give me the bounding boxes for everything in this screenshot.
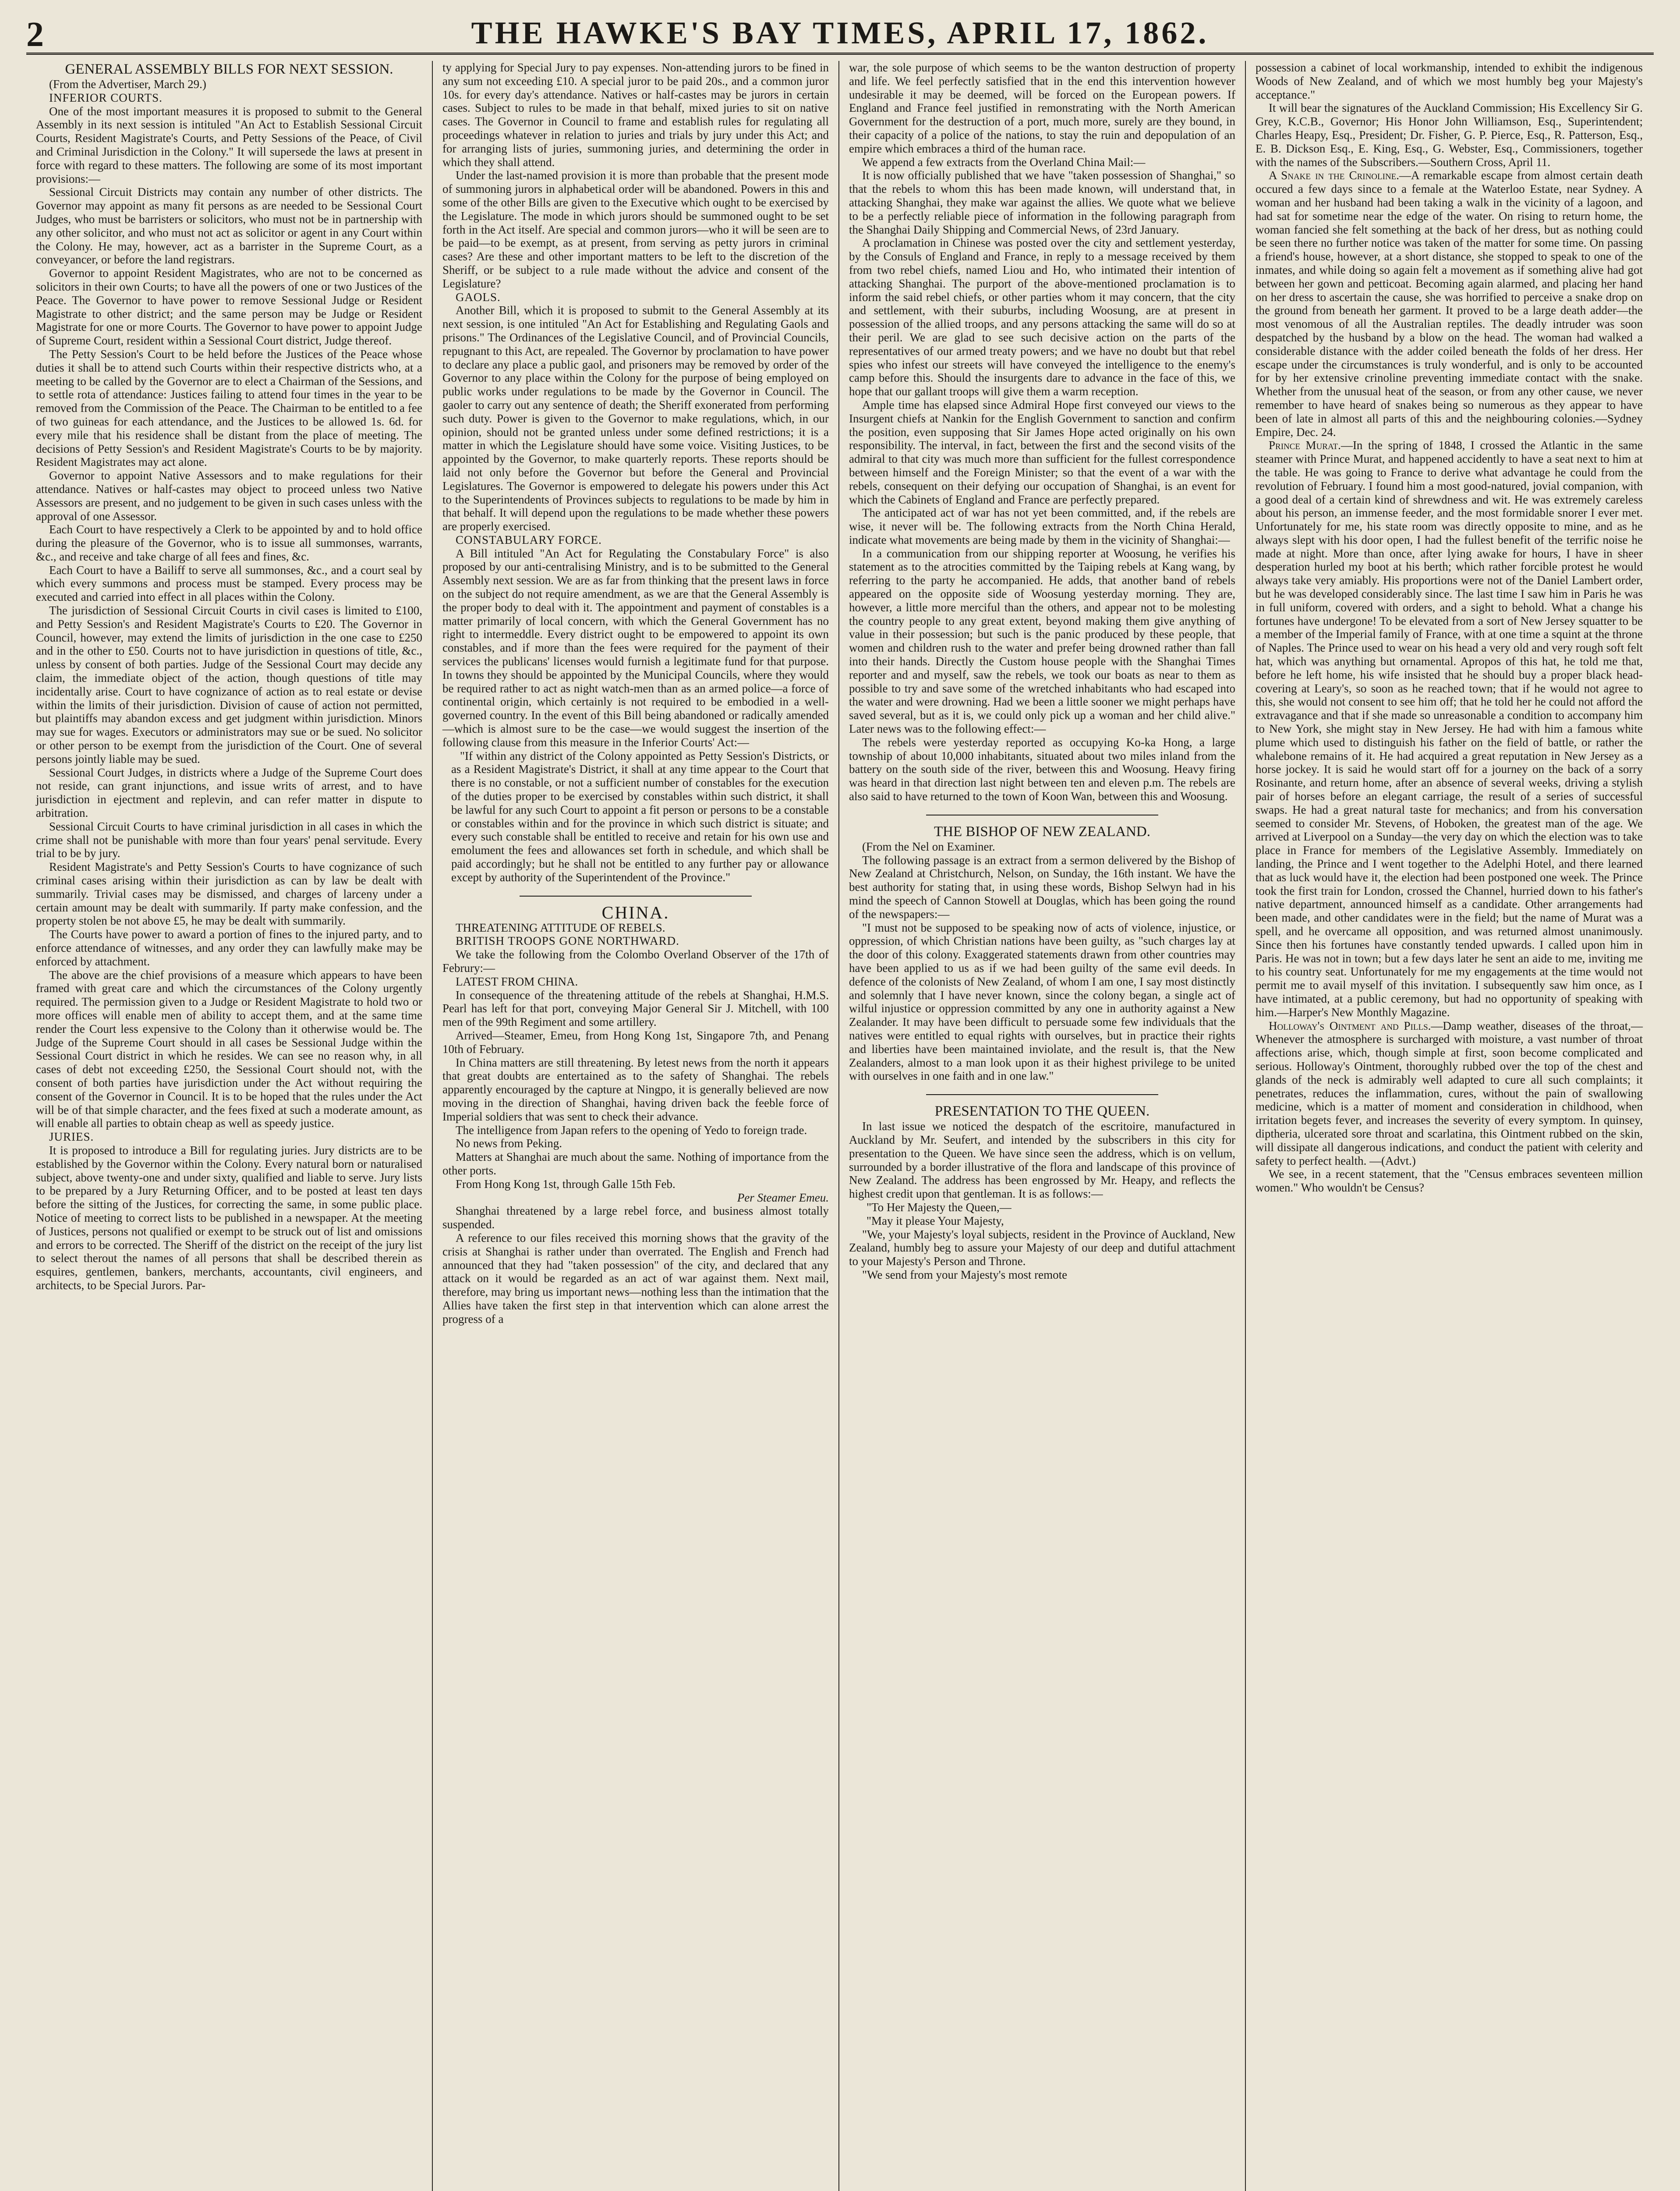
paragraph: No news from Peking. [456,1137,562,1150]
paragraph: The anticipated act of war has not yet been committed, and, if the rebels are wise, it never will be. The following extracts from the North China Herald, indicate what movements are being made by them in the vicinity of Shanghai:— [849,506,1235,546]
section-subhead-inferior-courts: INFERIOR COURTS. [49,91,163,104]
paragraph: From Hong Kong 1st, through Galle 15th Feb. [456,1177,676,1191]
paragraph: Resident Magistrate's and Petty Session's Courts to have cognizance of such criminal cases arising within their jurisdiction as can by law be dealt with summarily. Trivial cases may be dismissed, and charges of larceny under a certain amount may be dealt with summarily. If party make confession, and the property stolen be not above £5, he may be dealt with summarily. [36,860,422,928]
article-source: (From the Nel on Examiner. [862,840,995,853]
paragraph: Ample time has elapsed since Admiral Hope first conveyed our views to the Insurgent chiefs at Nankin for the English Government to sanction and confirm the position, even supposing that Sir James Hope acted originally on his own responsibility. The interval, in fact, between the first and the second visits of the admiral to that city was much more than sufficient for the fullest correspondence between himself and the Foreign Minister; so that the event of a war with the rebels, consequent on their defying our occupation of Shanghai, is an event for which the Cabinets of England and France are perfectly prepared. [849,398,1235,506]
article-headline-presentation: PRESENTATION TO THE QUEEN. [934,1103,1150,1120]
paragraph: A proclamation in Chinese was posted over the city and settlement yesterday, by the Consuls of England and France, in reply to a message received by them from two rebel chiefs, named Liou and Ho, who intimated their intention of attacking Shanghai. The purport of the above-mentioned proclamation is to inform the said rebel chiefs, or other parties whom it may concern, that the city and settlement, with their suburbs, including Woosung, are at present in possession of the allied troops, and any persons attacking the same will do so at their peril. We are glad to see such decisive action on the parts of the representatives of our armed treaty powers; and we have no doubt but that rebel spies who infest our streets will have conveyed the intelligence to the enemy's camp before this. Should the insurgents dare to advance in the face of this, we hope that our gallant troops will give them a warm reception. [849,236,1235,398]
paragraph: Governor to appoint Native Assessors and to make regulations for their attendance. Natives or half-castes may object to proceed unless two Native Assessors are present, and no judgement to be given in such cases unless with the approval of one Assessor. [36,469,422,523]
article-subheadline-small: BRITISH TROOPS GONE NORTHWARD. [456,934,679,948]
paragraph: The following passage is an extract from a sermon delivered by the Bishop of New Zealand at Christchurch, Nelson, on Sunday, the 16th instant. We have the best authority for stating that, in using these words, Bishop Selwyn had in his mind the speech of Cannon Stowell at Douglas, which has been going the round of the newspapers:— [849,853,1235,921]
paragraph: Each Court to have a Bailiff to serve all summonses, &c., and a court seal by which every summons and process must be stamped. Every process may be executed and carried into effect in all places within the Colony. [36,563,422,604]
item-title-snake: A Snake in the Crinoline. [1269,169,1400,182]
paragraph: Each Court to have respectively a Clerk to be appointed by and to hold office during the pleasure of the Governor, who is to issue all summonses, warrants, &c., and receive and take charge of all fees and fines, &c. [36,523,422,563]
paragraph: It will bear the signatures of the Auckland Commission; His Excellency Sir G. Grey, K.C.B., Governor; His Honor John Williamson, Esq., Superintendent; Charles Heapy, Esq., President; Dr. Fisher, G. P. Pierce, Esq., R. Patterson, Esq., E. B. Dickson Esq., E. King, Esq., G. Webster, Esq., Commissioners, together with the names of the Subscribers.—Southern Cross, April 11. [1256,101,1643,169]
article-headline-china: CHINA. [601,902,670,922]
paragraph: The above are the chief provisions of a measure which appears to have been framed with great care and which the circumstances of the Colony urgently required. The permission given to a Judge or Resident Magistrate to hold two or more offices will enable men of ability to accept them, and at the same time render the Court less expensive to the Colony than it otherwise would be. The Judge of the Supreme Court should in all cases be Sessional Judge within the Sessional Court district in which he resides. We can see no reason why, in all cases of debt not exceeding £250, the Sessional Court should not, with the consent of both parties have jurisdiction under the Act without requiring the consent of the Governor in Council. It is to be hoped that the rules under the Act will be of that simple character, and the fees fixed at such a moderate amount, as will enable all parties to obtain cheap as well as speedy justice. [36,968,422,1130]
paragraph: It is now officially published that we have "taken possession of Shanghai," so that the rebels to whom this has been made known, will understand that, in attacking Shanghai, they make war against the allies. We quote what we believe to be a perfectly reliable piece of information in the following paragraph from the Shanghai Daily Shipping and Commercial News, of 23rd January. [849,169,1235,236]
section-divider [520,896,751,897]
paragraph: Under the last-named provision it is more than probable that the present mode of summoning jurors in alphabetical order will be abandoned. Powers in this and some of the other Bills are given to the Executive which ought to be exercised by the Legislature. The mode in which jurors should be summoned ought to be set forth in the Act itself. Are special and common jurors—who it will be seen are to be paid—to be exempt, as at present, from serving as petty jurors in criminal cases? Are these and other important matters to be left to the discretion of the Sheriff, or be subject to a rule made without the advice and consent of the Legislature? [442,169,829,290]
paragraph: Arrived—Steamer, Emeu, from Hong Kong 1st, Singapore 7th, and Penang 10th of February. [442,1028,829,1056]
item-title-murat: Prince Murat. [1269,439,1341,452]
paragraph: A reference to our files received this morning shows that the gravity of the crisis at Shanghai is rather under than overrated. The English and French had announced that they had "taken possession" of the city, and declared that any attack on it would be regarded as an act of war against them. Next mail, therefore, may bring us important news—nothing less than the intimation that the Allies have taken the first step in that intervention which can alone arrest the progress of a [442,1231,829,1326]
item-body: —In the spring of 1848, I crossed the Atlantic in the same steamer with Prince Murat, and happened accidently to have a seat next to him at the table. He was going to France to derive what advantage he could from the revolution of February. I found him a most good-natured, jovial companion, with a good deal of a certain kind of shrewdness and wit. He was extremely careless about his person, an immense feeder, and the most formidable snorer I ever met. Unfortunately for me, his state room was directly opposite to mine, and as he always slept with his door open, I had the fullest benefit of the terrific noise he made at night. More than once, after lying awake for hours, I have in sheer desperation hurled my boot at his berth; which rather forcible protest he would always take very amiably. His proportions were not of the Daniel Lambert order, but he was developed considerably since. The last time I saw him in Paris he was in full uniform, covered with orders, and a sight to behold. What a change his fortunes have undergone! To be elevated from a sort of New Jersey squatter to be a member of the Imperial family of France, with at one time a squint at the throne of Naples. The Prince used to wear on his head a very old and very rough soft felt hat, which was anything but ornamental. Apropos of this hat, he told me that, before he left home, his wife insisted that he should buy a proper black head-covering at Leary's, so soon as he reached town; that if he would not agree to this, she would not consent to see him off; that he told her he could not afford the extravagance and that if she made so unreasonable a condition to accompany him to New York, she might stay in New Jersey. He had with him a famous white plume which used to distinguish his father on the field of battle, or rather the whalebone remains of it. He had acquired a great reputation in New Jersey as a horse jockey. It is said he would start off for a journey on the back of a sorry Rosinante, and return home, after an absence of several weeks, driving a stylish pair of horses before an elegant carriage, the result of a series of successful swaps. He had a great natural taste for mechanics; and from his conversation seemed to consider Mr. Stevens, of Hoboken, the greatest man of the age. We arrived at Liverpool on a Sunday—the very day on which the election was to take place in France for members of the Legislative Assembly. Immediately on landing, the Prince and I went together to the Adelphi Hotel, and there learned that as luck would have it, the election had been postponed one week. The Prince took the first train for London, crossed the Channel, hurried down to his father's native department, announced himself as a candidate. Other arrangements had been made, and other candidates were in the field; but the name of Murat was a spell, and he overcame all opposition, and was returned almost unanimously. Since then his fortunes have constantly tended upwards. I called upon him in Paris. He was not in town; but a few days later he sent an aide to me, inviting me to his country seat. Unfortunately for me my engagements at the time would not permit me to avail myself of this invitation. I subsequently saw him once, as I have intimated, at a public ceremony, but had no opportunity of speaking with him.—Harper's New Monthly Magazine. [1256,439,1643,1019]
paragraph: Sessional Circuit Courts to have criminal jurisdiction in all cases in which the crime shall not be punishable with more than four years' penal servitude. Every trial to be by jury. [36,819,422,860]
item-body: —A remarkable escape from almost certain death occured a few days since to a female at the Waterloo Estate, near Sydney. A woman and her husband had been taking a walk in the vicinity of a lagoon, and had sat for sometime near the edge of the water. On rising to return home, the woman fancied she felt something at the back of her dress, but as nothing could be seen there no further notice was taken of the matter for some time. On passing a friend's house, however, at a short distance, she stopped to speak to one of the inmates, and while doing so again felt a movement as if something alive had got between her gown and petticoat. Becoming again alarmed, and placing her hand on her dress to ascertain the cause, she was horrified to perceive a snake drop on the ground from beneath her garment. It proved to be a large death adder—the most venomous of all the Australian reptiles. The deadly intruder was soon despatched by the husband by a blow on the head. The woman had walked a considerable distance with the adder coiled beneath the folds of her dress. Her escape under the circumstances is truly wonderful, and is only to be accounted for by her extensive crinoline preventing immediate contact with the snake. Whether from the unusual heat of the season, or from any other cause, we never remember to have heard of snakes being so numerous as they appear to have been of late in almost all parts of this and the neighbouring colonies.—Sydney Empire, Dec. 24. [1256,169,1643,439]
quoted-clause: "If within any district of the Colony appointed as Petty Session's Districts, or as a Resident Magistrate's District, it shall at any time appear to the Court that there is no constable, or not a sufficient number of constables for the execution of the duties proper to be exercised by constables within such district, it shall be lawful for any such Court to appoint a fit person or persons to be a constable or constables within and for the province in which such district is situate; and every such constable shall be entitled to receive and retain for his own use and emolument the fees and allowances set forth in schedule, and which shall be paid accordingly; but he shall not be entitled to any further pay or allowance except by authority of the Superintendent of the Province." [451,749,829,884]
section-subhead-constabulary: CONSTABULARY FORCE. [456,533,602,546]
paragraph: The intelligence from Japan refers to the opening of Yedo to foreign trade. [456,1123,807,1137]
paragraph: We take the following from the Colombo Overland Observer of the 17th of Februry:— [442,948,829,975]
section-subhead-juries: JURIES. [49,1130,94,1144]
paragraph: war, the sole purpose of which seems to be the wanton destruction of property and life. We feel perfectly satisfied that in the end this intervention however undesirable it may be deemed, will be forced on the European powers. If England and France feel justified in remonstrating with the North American Government for the destruction of a port, much more, surely are they bound, in their capacity of a police of the nations, to stay the ruin and depopulation of an empire which embraces a third of the human race. [849,61,1235,155]
column-2 [433,61,839,2191]
column-1 [26,61,433,2191]
paragraph: Governor to appoint Resident Magistrates, who are not to be concerned as solicitors in their own Courts; to have all the powers of one or two Justices of the Peace. The Governor to have power to remove Sessional Judge or Resident Magistrate to other district; and the same person may be Judge or Resident Magistrate for one or more Courts. The Governor to have power to appoint Judge of Supreme Court, resident within a Sessional Court district, Judge thereof. [36,266,422,347]
column-3 [839,61,1246,2191]
paragraph [1256,439,1643,1019]
section-divider [926,1094,1158,1095]
paragraph: In China matters are still threatening. By letest news from the north it appears that great doubts are entertained as to the safety of Shanghai. The rebels apparently encouraged by the capture at Ningpo, it is generally believed are now moving in the direction of Shanghai, having driven back the feeble force of Imperial soldiers that was sent to check their advance. [442,1056,829,1123]
paragraph: Sessional Court Judges, in districts where a Judge of the Supreme Court does not reside, can grant injunctions, and issue writs of arrest, and to have jurisdiction in ejectment and replevin, and can refer matter in dispute to arbitration. [36,766,422,820]
page-number: 2 [26,15,44,54]
newspaper-title: THE HAWKE'S BAY TIMES, APRIL 17, 1862. [471,15,1209,50]
paragraph [1256,1019,1643,1168]
paragraph: In consequence of the threatening attitude of the rebels at Shanghai, H.M.S. Pearl has left for that port, conveying Major General Sir J. Mitchell, with 100 men of the 99th Regiment and some artillery. [442,988,829,1029]
item-body: —Damp weather, diseases of the throat,—Whenever the atmosphere is surcharged with moisture, a vast number of throat affections arise, which, though simple at first, soon become complicated and serious. Holloway's Ointment, thoroughly rubbed over the top of the chest and glands of the neck is admirably well adapted to cure all such complaints; it penetrates, reduces the inflammation, cures, without the pain of swallowing medicine, which is a matter of moment and consideration in childhood, when irritation begets fever, and increases the severity of every symptom. In quinsey, diptheria, ulcerated sore throat and scarlatina, this Ointment rubbed on the skin, will dissipate all dangerous indications, and conduct the patient with celerity and safety to perfect health. —(Advt.) [1256,1019,1643,1167]
paragraph: The Petty Session's Court to be held before the Justices of the Peace whose duties it shall be to attend such Courts within their respective districts who, at a meeting to be called by the Governor are to elect a Chairman of the Sessions, and to settle rota of attendance: Justices failing to attend four times in the year to be removed from the Commission of the Peace. The Chairman to be entitled to a fee of two guineas for each attendance, and the Justices to be allowed 1s. 6d. for every mile that his residence shall be distant from the place of meeting. The decisions of Petty Session's and Resident Magistrate's Courts to be by majority. Resident Magistrates may act alone. [36,347,422,469]
paragraph: We append a few extracts from the Overland China Mail:— [862,155,1146,169]
paragraph: Sessional Circuit Districts may contain any number of other districts. The Governor may appoint as many fit persons as are needed to be Sessional Court Judges, who must be barristers or solicitors, who must not be in partnership with any other solicitor, and who must not act as solicitor or agent in any Court within the Colony. He may, however, act as a barrister in the Supreme Court, as a conveyancer, or before the land registrars. [36,185,422,266]
paragraph: In a communication from our shipping reporter at Woosung, he verifies his statement as to the atrocities committed by the Taiping rebels at Kang wang, by referring to the party he accompanied. He adds, that another band of rebels appeared on the opposite side of Woosung yesterday morning. They are, however, a little more merciful than the others, and appear not to be molesting the country people to any great extent, beyond making them give anything of value in their possession; but such is the panic produced by these people, that women and children rush to the water and prefer being drowned rather than fall into their hands. Directly the Custom house people with the Shanghai Times reporter and and myself, saw the rebels, we took our boats as near to them as possible to try and save some of the wretched inhabitants who had escaped into the water and were drowning. Had we been a little sooner we might perhaps have saved several, but as it is, we could only pick up a woman and her child alive." Later news was to the following effect:— [849,546,1235,736]
address-salutation: "To Her Majesty the Queen,— [867,1200,1012,1214]
paragraph: possession a cabinet of local workmanship, intended to exhibit the indigenous Woods of New Zealand, and of which we most humbly beg your Majesty's acceptance." [1256,61,1643,101]
article-headline-bishop: THE BISHOP OF NEW ZEALAND. [934,823,1151,840]
dateline: Per Steamer Emeu. [737,1191,829,1204]
paragraph: The rebels were yesterday reported as occupying Ko-ka Hong, a large township of about 10,000 inhabitants, situated about two miles inland from the battery on the south side of the river, between this and Woosung. Heavy firing was heard in that direction last night between ten and eleven p.m. The rebels are also said to have returned to the town of Koon Wan, between this and Woosung. [849,735,1235,803]
paragraph: "We, your Majesty's loyal subjects, resident in the Province of Auckland, New Zealand, humbly beg to assure your Majesty of our deep and dutiful attachment to your Majesty's Person and Throne. [849,1227,1235,1268]
article-subheadline: THREATENING ATTITUDE OF REBELS. [456,921,665,934]
column-4 [1246,61,1652,2191]
article-source: (From the Advertiser, March 29.) [49,78,206,91]
paragraph: One of the most important measures it is proposed to submit to the General Assembly in its next session is intituled "An Act to Establish Sessional Circuit Courts, Resident Magistrate's Courts, and Petty Sessions of the Peace, of Civil and Criminal Jurisdiction in the Colony." It will supersede the laws at present in force with regard to these matters. The following are some of its most important provisions:— [36,104,422,185]
section-subhead-gaols: GAOLS. [456,290,501,304]
paragraph: Matters at Shanghai are much about the same. Nothing of importance from the other ports. [442,1150,829,1177]
article-headline-assembly-bills: GENERAL ASSEMBLY BILLS FOR NEXT SESSION. [65,61,393,77]
paragraph: It is proposed to introduce a Bill for regulating juries. Jury districts are to be established by the Governor within the Colony. Every natural born or naturalised subject, above twenty-one and under sixty, qualified and liable to serve. Jury lists to be prepared by a Jury Returning Officer, and to be posted at least ten days before the sitting of the Justices, for correcting the same, in some public place. Notice of meeting to correct lists to be published in a newspaper. At the meeting of Justices, persons not qualified or exempt to be struck out of list and omissions and errors to be corrected. The Sheriff of the district on the receipt of the jury list to select therout the names of all persons that shall be described therein as esquires, gentlemen, bankers, merchants, accountants, civil engineers, and architects, to be Special Jurors. Par- [36,1143,422,1292]
paragraph: Another Bill, which it is proposed to submit to the General Assembly at its next session, is one intituled "An Act for Establishing and Regulating Gaols and prisons." The Ordinances of the Legislative Council, and of Provincial Councils, repugnant to this Act, are repealed. The Governor by proclamation to have power to declare any place a public gaol, and prisoners may be removed by order of the Governor to any place within the Colony for the purpose of being employed on public works under regulations to be made by the Governor in Council. The gaoler to carry out any sentence of death; the Sheriff exonerated from performing such duty. Power is given to the Governor to make regulations, which, in our opinion, should not be granted unless under some defined restrictions; it is a matter in which the Legislature should have some voice. Visiting Justices, to be appointed by the Governor, to make quarterly reports. These reports should be laid not only before the Governor but before the General and Provincial Legislatures. The Governor is empowered to delegate his powers under this Act to the Superintendents of Provinces subjects to regulations to be made by him in that behalf. It will depend upon the regulations to be made whether these powers are properly exercised. [442,304,829,533]
article-columns [26,61,1654,2191]
paragraph: In last issue we noticed the despatch of the escritoire, manufactured in Auckland by Mr. Seufert, and intended by the subscribers in this city for presentation to the Queen. We have since seen the address, which is on vellum, surrounded by a border illustrative of the flora and landscape of this province of New Zealand. The address has been engrossed by Mr. Heapy, and reflects the highest credit upon that gentleman. It is as follows:— [849,1120,1235,1201]
paragraph: Shanghai threatened by a large rebel force, and business almost totally suspended. [442,1204,829,1231]
masthead [26,13,1654,55]
paragraph: A Bill intituled "An Act for Regulating the Constabulary Force" is also proposed by our anti-centralising Ministry, and is to be submitted to the General Assembly next session. We are as far from thinking that the present laws in force on the subject do not require amendment, as we are that the General Assembly is the proper body to deal with it. The appointment and payment of constables is a matter primarily of local concern, with which the General Government has no right to intermeddle. Every district ought to be empowered to appoint its own constables, and if more than the fees were required for the payment of their services the publicans' licenses would furnish a legitimate fund for that purpose. In towns they should be appointed by the Municipal Councils, where they would be required rather to act as night watch-men than as an armed police—a force of continental origin, which certainly is not required to be embodied in a well-governed country. In the event of this Bill being abandoned or radically amended—which is almost sure to be the case—we would suggest the insertion of the following clause from this measure in the Inferior Courts' Act:— [442,546,829,749]
section-subhead-latest: LATEST FROM CHINA. [456,975,578,988]
address-line: "May it please Your Majesty, [867,1214,1004,1227]
paragraph: The Courts have power to award a portion of fines to the injured party, and to enforce attendance of witnesses, and any order they can lawfully make may be enforced by attachment. [36,928,422,968]
paragraph: "I must not be supposed to be speaking now of acts of violence, injustice, or oppression, of which Christian nations have been guilty, as "such charges lay at the door of this colony. Exaggerated statements drawn from other countries may have been applied to us as if we had been guilty of the same evil deeds. In defence of the colonists of New Zealand, of whom I am one, I say most distinctly and solemnly that I have never known, since the colony began, a single act of wilful injustice or oppression committed by any one in authority against a New Zealander. It may have been difficult to persuade some few individuals that the natives were entitled to equal rights with ourselves, but in practice their rights and liberties have been maintained inviolate, and the result is, that the New Zealanders, almost to a man look upon it as their highest privilege to be united with ourselves in one faith and in one law." [849,921,1235,1083]
item-title-holloway: Holloway's Ointment and Pills. [1269,1019,1431,1032]
paragraph: "We send from your Majesty's most remote [862,1268,1068,1281]
paragraph: The jurisdiction of Sessional Circuit Courts in civil cases is limited to £100, and Petty Session's and Resident Magistrate's Courts to £20. The Governor in Council, however, may extend the limits of jurisdiction in the one case to £250 and in the other to £50. Courts not to have jurisdiction in questions of title, &c., unless by consent of both parties. Judge of the Sessional Court may decide any claim, the immediate object of the action, though questions of title may incidentally arise. Court to have cognizance of action as to real estate or devise within the limits of their jurisdiction. Division of cause of action not permitted, but plaintiffs may abandon excess and get judgment within jurisdiction. Minors may sue for wages. Executors or administrators may sue or be sued. No solicitor or other person to be exempt from the jurisdiction of the Court. One of several persons jointly liable may be sued. [36,604,422,766]
paragraph: We see, in a recent statement, that the "Census embraces seventeen million women." Who wouldn't be Census? [1256,1167,1643,1195]
paragraph: ty applying for Special Jury to pay expenses. Non-attending jurors to be fined in any sum not exceeding £10. A special juror to be paid 20s., and a common juror 10s. for every day's attendance. Natives or half-castes may be jurors in certain cases. Subject to rules to be made in that behalf, mixed juries to sit on native cases. The Governor in Council to frame and establish rules for regulating all proceedings whatever in relation to juries and trials by jury under this Act; and for arranging lists of juries, summoning juries, and determining the order in which they shall attend. [442,61,829,169]
paragraph [1256,169,1643,439]
